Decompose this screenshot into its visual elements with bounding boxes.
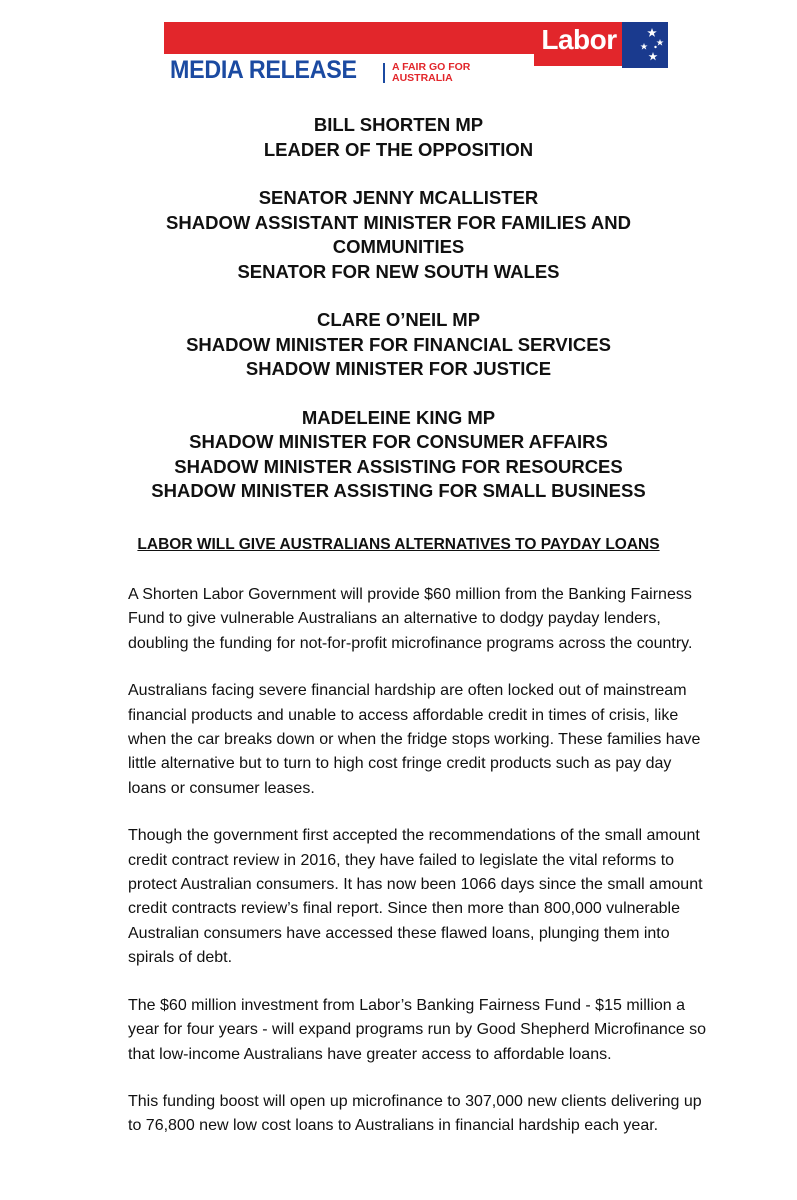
minister-list [0,113,797,528]
banner-divider [383,63,385,83]
labor-logo-text: Labor [541,24,617,55]
minister-block [0,308,797,382]
minister-title: SHADOW MINISTER FOR FINANCIAL SERVICES [186,333,611,355]
minister-name: SENATOR JENNY MCALLISTER [258,187,539,208]
minister-block [0,406,797,504]
minister-block [0,113,797,162]
minister-title: SHADOW MINISTER ASSISTING FOR RESOURCES [174,455,623,477]
minister-block [0,186,797,284]
minister-title: LEADER OF THE OPPOSITION [263,138,534,160]
body-paragraph: A Shorten Labor Government will provide $60 million from the Banking Fairness Fund to give vulnerable Australians an alternative to dodgy payday lenders, doubling the funding for not-for-profit microfinance programs across the country. [128,586,693,652]
fair-go-tagline [392,62,482,84]
media-release-banner [164,22,668,92]
body-paragraph: The $60 million investment from Labor’s Banking Fairness Fund - $15 million a year for four years - will expand programs run by Good Shepherd Microfinance so that low-income Australians have greater access to affordable loans. [128,996,707,1063]
minister-title: SHADOW MINISTER FOR JUSTICE [245,358,552,379]
minister-title: SENATOR FOR NEW SOUTH WALES [237,260,560,282]
release-headline: LABOR WILL GIVE AUSTRALIANS ALTERNATIVES TO PAYDAY LOANS [137,536,660,553]
minister-title: SHADOW MINISTER FOR CONSUMER AFFAIRS [189,431,608,452]
minister-title: COMMUNITIES [332,236,465,257]
release-body [128,583,714,1162]
media-release-label: MEDIA RELEASE [170,56,357,84]
minister-title: SHADOW ASSISTANT MINISTER FOR FAMILIES AND [166,211,631,233]
minister-name: BILL SHORTEN MP [313,114,484,135]
minister-name: MADELEINE KING MP [301,406,496,428]
body-paragraph: Though the government first accepted the recommendations of the small amount credit contract review in 2016, they have failed to legislate the vital reforms to protect Australian consumers. It has now been 1066 days since the small amount credit contracts review’s final report. Since then more than 800,000 vulnerable Australian consumers have accessed these flawed loans, plunging them into spirals of debt. [128,827,703,967]
southern-cross-flag-icon [622,22,668,68]
tagline-line-2: AUSTRALIA [392,72,453,84]
tagline-line-1: A FAIR GO FOR [392,61,471,73]
minister-title: SHADOW MINISTER ASSISTING FOR SMALL BUSINESS [151,480,646,501]
body-paragraph: Australians facing severe financial hardship are often locked out of mainstream financial products and unable to access affordable credit in times of crisis, like when the car breaks down or when the fridge stops working. These families have little alternative but to turn to high cost fringe credit products such as pay day loans or consumer leases. [128,682,701,797]
body-paragraph: This funding boost will open up microfinance to 307,000 new clients delivering up to 76,800 new low cost loans to Australians in financial hardship each year. [128,1092,702,1135]
minister-name: CLARE O’NEIL MP [316,309,481,330]
